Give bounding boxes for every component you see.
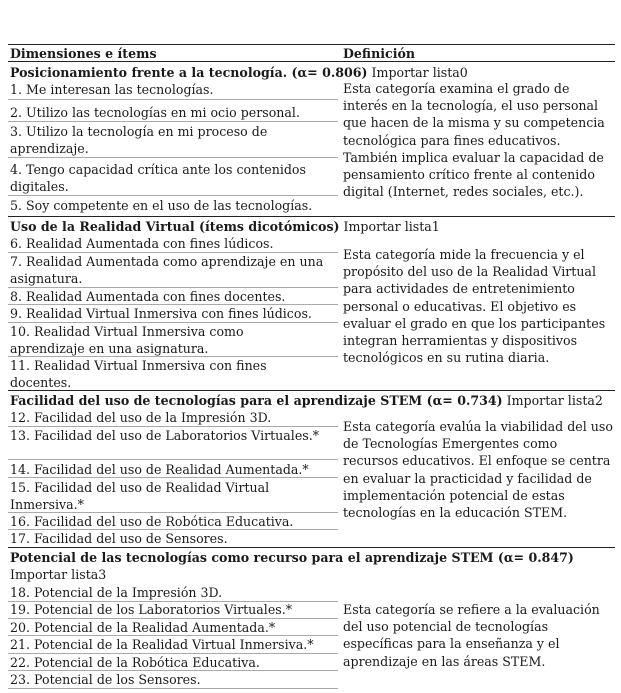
item-10: 10. Realidad Virtual Inmersiva como aprendizaje en una asignatura.: [10, 324, 244, 356]
item-15: 15. Facilidad del uso de Realidad Virtual Inmersiva.*: [10, 480, 270, 512]
section-2-import: Importar lista1: [343, 219, 440, 234]
item-8: 8. Realidad Aumentada con fines docentes.: [10, 289, 286, 304]
section-1-heading: [10, 64, 468, 81]
item-21: 21. Potencial de la Realidad Virtual Inmersiva.*: [10, 637, 314, 652]
section-1-import: Importar lista0: [371, 65, 468, 80]
item-4: 4. Tengo capacidad crítica ante los contenidos digitales.: [10, 162, 306, 194]
item-13: 13. Facilidad del uso de Laboratorios Virtuales.*: [10, 428, 320, 443]
item-22: 22. Potencial de la Robótica Educativa.: [10, 655, 260, 670]
item-divider: [8, 121, 338, 122]
section-4-title: Potencial de las tecnologías como recurso para el aprendizaje STEM (α= 0.847): [10, 550, 574, 565]
item-17: 17. Facilidad del uso de Sensores.: [10, 531, 228, 546]
item-divider: [8, 195, 338, 196]
section-3-import: Importar lista2: [506, 393, 603, 408]
section-2-heading: [10, 218, 440, 235]
header-definition: Definición: [343, 46, 416, 61]
item-12: 12. Facilidad del uso de la Impresión 3D.: [10, 410, 272, 425]
item-6: 6. Realidad Aumentada con fines lúdicos.: [10, 236, 274, 251]
item-divider: [8, 157, 338, 158]
section-2-title: Uso de la Realidad Virtual (ítems dicotómicos): [10, 219, 340, 234]
item-18: 18. Potencial de la Impresión 3D.: [10, 585, 223, 600]
section-divider: [8, 390, 615, 391]
section-divider: [8, 547, 615, 548]
item-divider: [8, 99, 338, 100]
section-1-definition: Esta categoría examina el grado de interés en la tecnología, el uso personal que hacen de la misma y su competencia tecnológica para fines educativos. También implica evaluar la capacidad de pensamiento crítico frente al contenido digital (Internet, redes sociales, etc.).: [343, 81, 605, 200]
item-7: 7. Realidad Aumentada como aprendizaje en una asignatura.: [10, 254, 324, 286]
section-2-definition: Esta categoría mide la frecuencia y el propósito del uso de la Realidad Virtual para actividades de entretenimiento personal o educativas. El objetivo es evaluar el grado en que los participantes integran herramientas y dispositivos tecnológicos en su rutina diaria.: [343, 247, 606, 366]
item-3: 3. Utilizo la tecnología en mi proceso de aprendizaje.: [10, 124, 268, 156]
item-1: 1. Me interesan las tecnologías.: [10, 82, 214, 97]
section-divider: [8, 216, 615, 217]
item-divider: [8, 477, 338, 478]
item-19: 19. Potencial de los Laboratorios Virtuales.*: [10, 602, 293, 617]
item-23: 23. Potencial de los Sensores.: [10, 672, 201, 687]
section-4-import: Importar lista3: [10, 567, 107, 582]
item-divider: [8, 688, 338, 689]
item-20: 20. Potencial de la Realidad Aumentada.*: [10, 620, 276, 635]
header-dimensions: Dimensiones e ítems: [10, 46, 157, 61]
section-3-definition: Esta categoría evalúa la viabilidad del uso de Tecnologías Emergentes como recursos educativos. El enfoque se centra en evaluar la practicidad y facilidad de implementación potencial de estas tecnologías en la educación STEM.: [343, 419, 613, 521]
item-14: 14. Facilidad del uso de Realidad Aumentada.*: [10, 462, 309, 477]
item-9: 9. Realidad Virtual Inmersiva con fines lúdicos.: [10, 306, 312, 321]
item-5: 5. Soy competente en el uso de las tecnologías.: [10, 198, 313, 213]
item-divider: [8, 459, 338, 460]
section-4-definition: Esta categoría se refiere a la evaluación del uso potencial de tecnologías específicas para la enseñanza y el aprendizaje en las áreas STEM.: [343, 602, 600, 669]
section-3-heading: [10, 392, 603, 409]
section-1-title: Posicionamiento frente a la tecnología. (α= 0.806): [10, 65, 368, 80]
section-3-title: Facilidad del uso de tecnologías para el aprendizaje STEM (α= 0.734): [10, 393, 503, 408]
item-16: 16. Facilidad del uso de Robótica Educativa.: [10, 514, 294, 529]
item-2: 2. Utilizo las tecnologías en mi ocio personal.: [10, 105, 300, 120]
item-11: 11. Realidad Virtual Inmersiva con fines docentes.: [10, 358, 267, 390]
